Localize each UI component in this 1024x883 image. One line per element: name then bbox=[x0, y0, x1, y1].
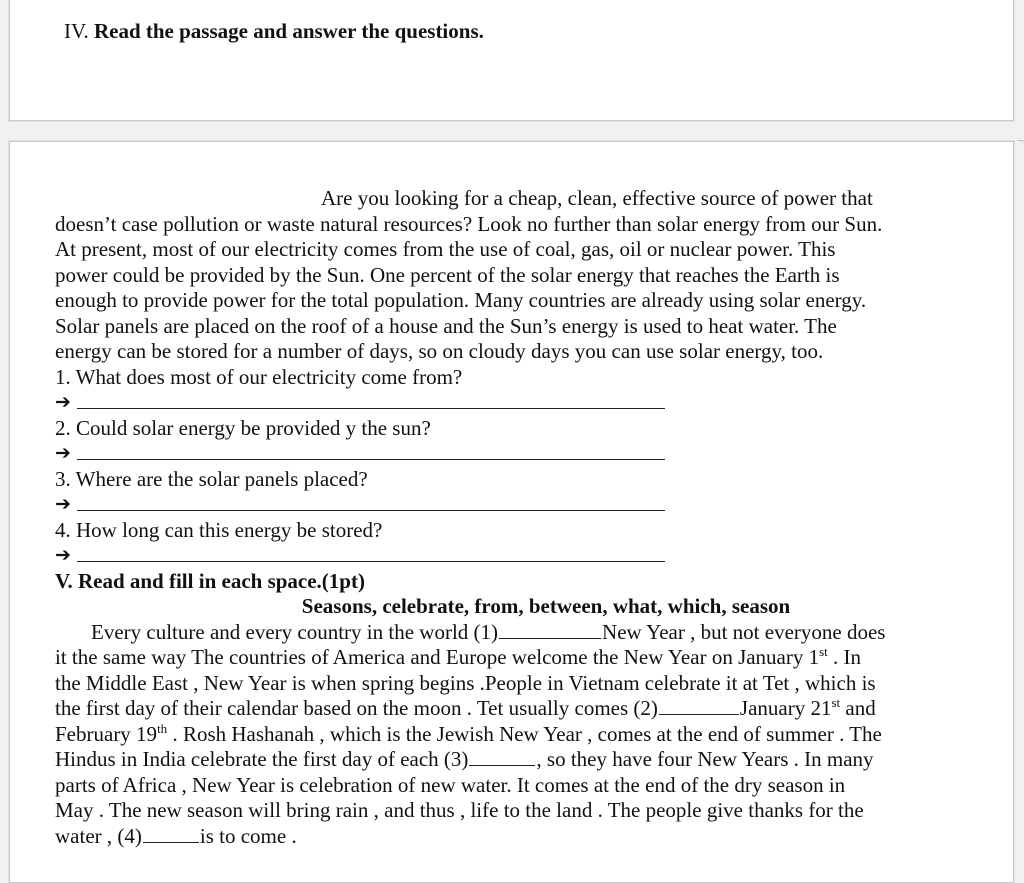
fill-line-1 bbox=[55, 620, 975, 646]
fill-text: Hindus in India celebrate the first day of each (3) bbox=[55, 747, 469, 771]
passage-line: enough to provide power for the total population. Many countries are already using solar energy. bbox=[55, 288, 867, 312]
fill-text: is to come . bbox=[199, 823, 297, 848]
arrow-icon: ➔ bbox=[55, 391, 71, 413]
page-top bbox=[9, 0, 1014, 121]
passage-line: power could be provided by the Sun. One percent of the solar energy that reaches the Earth is bbox=[55, 262, 840, 287]
blank-1[interactable] bbox=[499, 620, 601, 639]
section-4-title: Read the passage and answer the questions. bbox=[93, 19, 484, 43]
fill-text: and bbox=[840, 696, 876, 720]
fill-line-4 bbox=[55, 696, 975, 722]
blank-3[interactable] bbox=[469, 747, 535, 766]
passage-and-questions bbox=[55, 186, 975, 849]
blank-2[interactable] bbox=[659, 696, 739, 715]
fill-text: , so they have four New Years . In many bbox=[536, 747, 874, 771]
fill-line-3: the Middle East , New Year is when spring begins .People in Vietnam celebrate it at Tet , which is bbox=[55, 670, 876, 695]
answer-line-3[interactable] bbox=[77, 510, 665, 511]
fill-text: Every culture and every country in the world (1) bbox=[91, 619, 499, 644]
question-3: 3. Where are the solar panels placed? bbox=[55, 466, 368, 491]
superscript: st bbox=[831, 695, 841, 710]
fill-line-7: parts of Africa , New Year is celebration of new water. It comes at the end of the dry season in bbox=[55, 772, 846, 797]
arrow-icon: ➔ bbox=[55, 544, 71, 566]
section-5-title: V. Read and fill in each space.(1pt) bbox=[55, 568, 365, 593]
fill-line-5 bbox=[55, 722, 975, 748]
passage-line: energy can be stored for a number of days, so on cloudy days you can use solar energy, too. bbox=[55, 339, 824, 363]
blank-4[interactable] bbox=[143, 824, 199, 843]
answer-row-2 bbox=[55, 441, 975, 467]
fill-text: water , (4) bbox=[55, 823, 142, 848]
answer-line-2[interactable] bbox=[77, 459, 665, 460]
passage-line: doesn’t case pollution or waste natural resources? Look no further than solar energy from our Sun. bbox=[55, 211, 883, 236]
passage-line: Are you looking for a cheap, clean, effective source of power that bbox=[321, 186, 873, 210]
fill-text: January 21 bbox=[739, 696, 832, 720]
passage-line: Solar panels are placed on the roof of a house and the Sun’s energy is used to heat water. The bbox=[55, 313, 837, 338]
question-2: 2. Could solar energy be provided y the sun? bbox=[55, 415, 431, 440]
fill-line-6 bbox=[55, 747, 975, 773]
superscript: st bbox=[819, 644, 828, 659]
answer-line-1[interactable] bbox=[77, 408, 665, 409]
question-1: 1. What does most of our electricity come from? bbox=[55, 364, 463, 389]
superscript: th bbox=[157, 720, 168, 736]
answer-row-1 bbox=[55, 390, 975, 416]
fill-line-8: May . The new season will bring rain , and thus , life to the land . The people give thanks for the bbox=[55, 798, 864, 822]
arrow-icon: ➔ bbox=[55, 442, 71, 464]
fill-text: . Rosh Hashanah , which is the Jewish New Year , comes at the end of summer . The bbox=[167, 721, 882, 746]
fill-text: . In bbox=[827, 645, 862, 669]
section-4-numeral: IV. bbox=[64, 19, 89, 43]
answer-line-4[interactable] bbox=[77, 561, 665, 562]
fill-line-9 bbox=[55, 824, 975, 850]
fill-text: the first day of their calendar based on the moon . Tet usually comes (2) bbox=[55, 696, 658, 720]
fill-text: it the same way The countries of America and Europe welcome the New Year on January 1 bbox=[55, 645, 820, 669]
fill-text: New Year , but not everyone does bbox=[602, 619, 886, 644]
passage-line: At present, most of our electricity comes from the use of coal, gas, oil or nuclear power. This bbox=[55, 237, 836, 261]
fill-text: February 19 bbox=[55, 721, 158, 746]
section-4-heading bbox=[64, 18, 484, 44]
page-corner-tab bbox=[1017, 140, 1024, 171]
question-4: 4. How long can this energy be stored? bbox=[55, 517, 383, 542]
arrow-icon: ➔ bbox=[55, 493, 71, 515]
answer-row-3 bbox=[55, 492, 975, 518]
word-bank: Seasons, celebrate, from, between, what, which, season bbox=[301, 594, 791, 618]
answer-row-4 bbox=[55, 543, 975, 569]
fill-line-2 bbox=[55, 645, 975, 671]
